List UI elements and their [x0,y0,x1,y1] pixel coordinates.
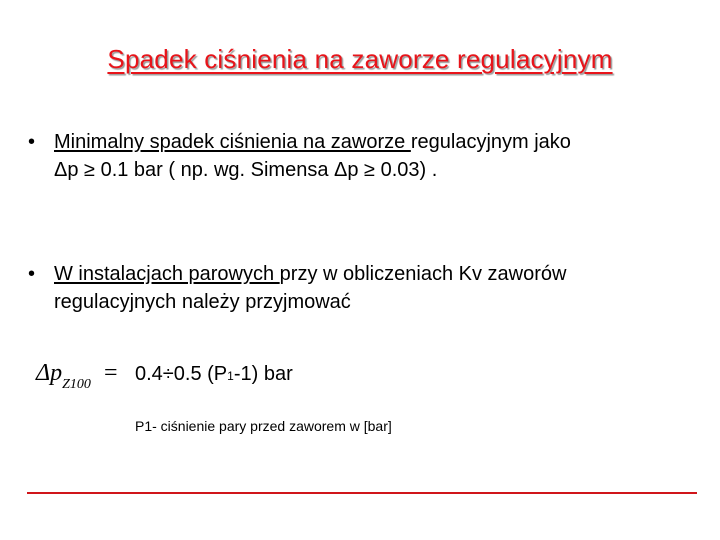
formula-rhs-subscript: 1 [227,369,234,383]
slide-title: Spadek ciśnienia na zaworze regulacyjnym [107,44,613,74]
bullet-2-underlined: W instalacjach parowych [54,263,280,285]
formula-note: P1- ciśnienie pary przed zaworem w [bar] [135,418,392,434]
bullet-2-line-2: regulacyjnych należy przyjmować [54,291,351,313]
bullet-2-line-1 [54,260,688,288]
formula-lhs [36,358,118,392]
formula-symbol: Δp [36,360,63,386]
formula-rhs-part-2: -1) bar [233,363,293,385]
formula-equals: = [104,360,118,386]
bottom-divider [27,492,697,494]
bullet-1-underlined: Minimalny spadek ciśnienia na zaworze [54,131,411,153]
formula-rhs [135,360,293,390]
bullet-marker-1: • [28,131,36,153]
formula-rhs-part-1: 0.4÷0.5 (P [135,363,228,385]
bullet-2 [54,260,688,316]
bullet-1-line-2: Δp ≥ 0.1 bar ( np. wg. Simensa Δp ≥ 0.03) . [54,159,438,181]
bullet-1 [54,128,688,184]
bullet-1-rest: regulacyjnym jako [410,131,571,153]
formula-subscript: Z100 [62,377,91,392]
bullet-1-line-1 [54,128,688,156]
bullet-marker-2: • [28,263,36,285]
bullet-2-rest: przy w obliczeniach Kv zaworów [279,263,567,285]
